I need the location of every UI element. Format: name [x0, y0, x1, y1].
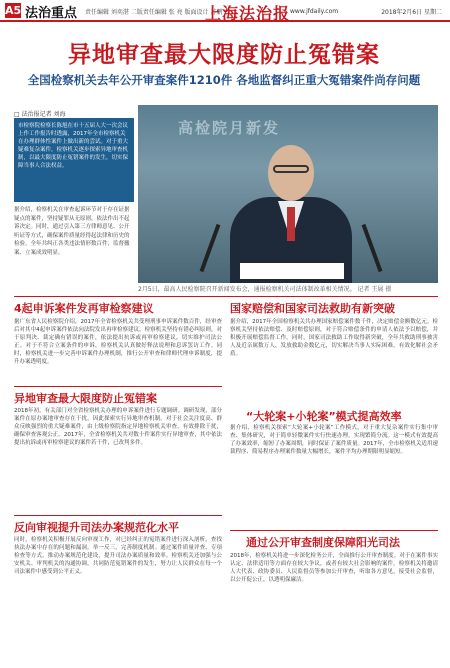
microphone-icon — [200, 224, 221, 272]
photo-glasses — [273, 165, 309, 173]
photo-person-head — [268, 145, 314, 201]
section-name: 法治重点 — [25, 6, 78, 21]
story-text-1: 据广东省人民检察院介绍，2017年全省检察机关共受理刑事申诉案件数百件，经审查后对其中4起申诉案件依法向法院发出再审检察建议。检察机关坚持有错必纠原则，对于原判决、裁定确有错误的案件，依法提出抗诉或再审检察建议，切实维护司法公正。对于不符合立案条件的申诉，检察机关认真做好释法说理和息诉罢访工作。同时，检察机关进一步完善申诉案件办理机制，推行公开审查和律师代理申诉制度，提升办案透明度。 — [14, 319, 222, 365]
masthead-bar — [0, 0, 450, 22]
story-divider — [230, 530, 438, 531]
right-title-1: 国家赔偿和国家司法救助有新突破 — [230, 302, 395, 315]
story-title-2: 异地审查最大限度防止冤错案 — [14, 392, 157, 405]
right-text-1: 据介绍，2017年全国检察机关共办理国家赔偿案件数千件，决定赔偿金额数亿元。检察机关坚持依法赔偿、及时赔偿原则，对于符合赔偿条件的申请人依法予以赔偿，并积极开展赔偿监督工作。同时，国家司法救助工作取得新突破，全年共救助刑事被害人及近亲属数万人，发放救助金数亿元，切实解决当事人实际困难，有效化解社会矛盾。 — [230, 319, 438, 357]
right-text-2: 据介绍，检察机关探索“大轮案+小轮案”工作模式，对于重大复杂案件实行集中审查、集体研究，对于简单轻微案件实行快速办理，实现繁简分流。这一模式有效提高了办案效率，缩短了办案周期，同时保证了案件质量。2017年，全市检察机关适用速裁程序、简易程序办理案件数量大幅增长，案件平均办理期限明显缩短。 — [230, 425, 438, 455]
issue-date: 2018年2月6日 星期二 — [381, 9, 442, 16]
photo-tie — [287, 207, 295, 241]
section-divider — [14, 296, 438, 297]
lead-intro-box: 市检察院检察长陈旭在市十五届人大一次会议上作工作报告时透露，2017年全市检察机关在办理群体性案件上做出新的尝试。对于重大疑难复杂案件，检察机关逐步探索异地审查机制，以最大限度防止冤错案件的发生，切实保障当事人合法权益。 — [14, 118, 134, 202]
photo-caption: 2月5日，最高人民检察院召开新闻发布会，通报检察机关司法体制改革相关情况。 记者 王展 摄 — [138, 286, 392, 293]
editors-credit: 责任编辑 刘奕湛 二版责任编辑 张 亮 版面设计 苏鹏 — [85, 9, 223, 16]
photo-backdrop-text: 高检院月新发 — [178, 119, 281, 137]
story-title-1: 4起申诉案件发再审检察建议 — [14, 302, 154, 315]
right-text-3: 2018年，检察机关将进一步深化检务公开，全面推行公开审查制度。对于在案件事实认定、法律适用等方面存在较大争议，或者有较大社会影响的案件，检察机关将邀请人大代表、政协委员、人民监督员等参加公开审查，听取各方意见，接受社会监督，以公开促公正，以透明保廉洁。 — [230, 553, 438, 583]
story-divider — [14, 386, 222, 387]
lead-body: 据介绍，检察机关在审查起诉环节对于存在证据疑点的案件，坚持疑罪从无原则，依法作出不起诉决定。同时，通过引入第三方律师意见、公开听证等方式，确保案件质量经得起法律和历史的检验。全年共纠正各类违法情形数百件，监督撤案、立案成效明显。 — [14, 207, 130, 256]
right-title-2: “大轮案+小轮案”模式提高效率 — [246, 410, 402, 423]
story-title-3: 反向审视提升司法办案规范化水平 — [14, 521, 179, 534]
story-text-3: 同时，检察机关积极开展反向审视工作，对已经纠正的冤错案件进行深入剖析，查找执法办案中存在的问题和漏洞，举一反三，完善制度机制。通过案件质量评查、专项检查等方式，推动办案规范化建设，提升司法办案质量和效率。检察机关还加强与公安机关、审判机关的沟通协调，共同防范冤错案件的发生，努力让人民群众在每一个司法案件中感受到公平正义。 — [14, 537, 222, 575]
lead-byline: □ 法治报记者 刘海 — [14, 111, 66, 118]
story-divider — [14, 515, 222, 516]
story-text-2: 2018年初，有关部门对全省检察机关办理的申诉案件进行专题调研。调研发现，部分案件在原办案地审查存在干扰，因此探索实行异地审查机制。对于社会关注度高、群众反映强烈的重大疑难案件，由上级检察院指定异地检察机关审查，有效排除干扰，确保审查客观公正。2017年，全省检察机关共对数十件案件实行异地审查，其中依法提出抗诉或再审检察建议的案件若干件，已改判多件。 — [14, 408, 222, 446]
paper-logo: 上海法治报 — [205, 4, 291, 23]
page-tag: A5 — [5, 4, 22, 17]
right-title-3: 通过公开审查制度保障阳光司法 — [246, 536, 400, 549]
microphone-icon — [362, 224, 383, 272]
photo-nameplate — [240, 263, 344, 279]
press-conference-photo — [138, 105, 438, 283]
lead-subhead: 全国检察机关去年公开审查案件1210件 各地监督纠正重大冤错案件尚存问题 — [27, 73, 421, 87]
paper-url: www.jfdaily.com — [290, 8, 339, 15]
lead-headline: 异地审查最大限度防止冤错案 — [68, 41, 380, 68]
